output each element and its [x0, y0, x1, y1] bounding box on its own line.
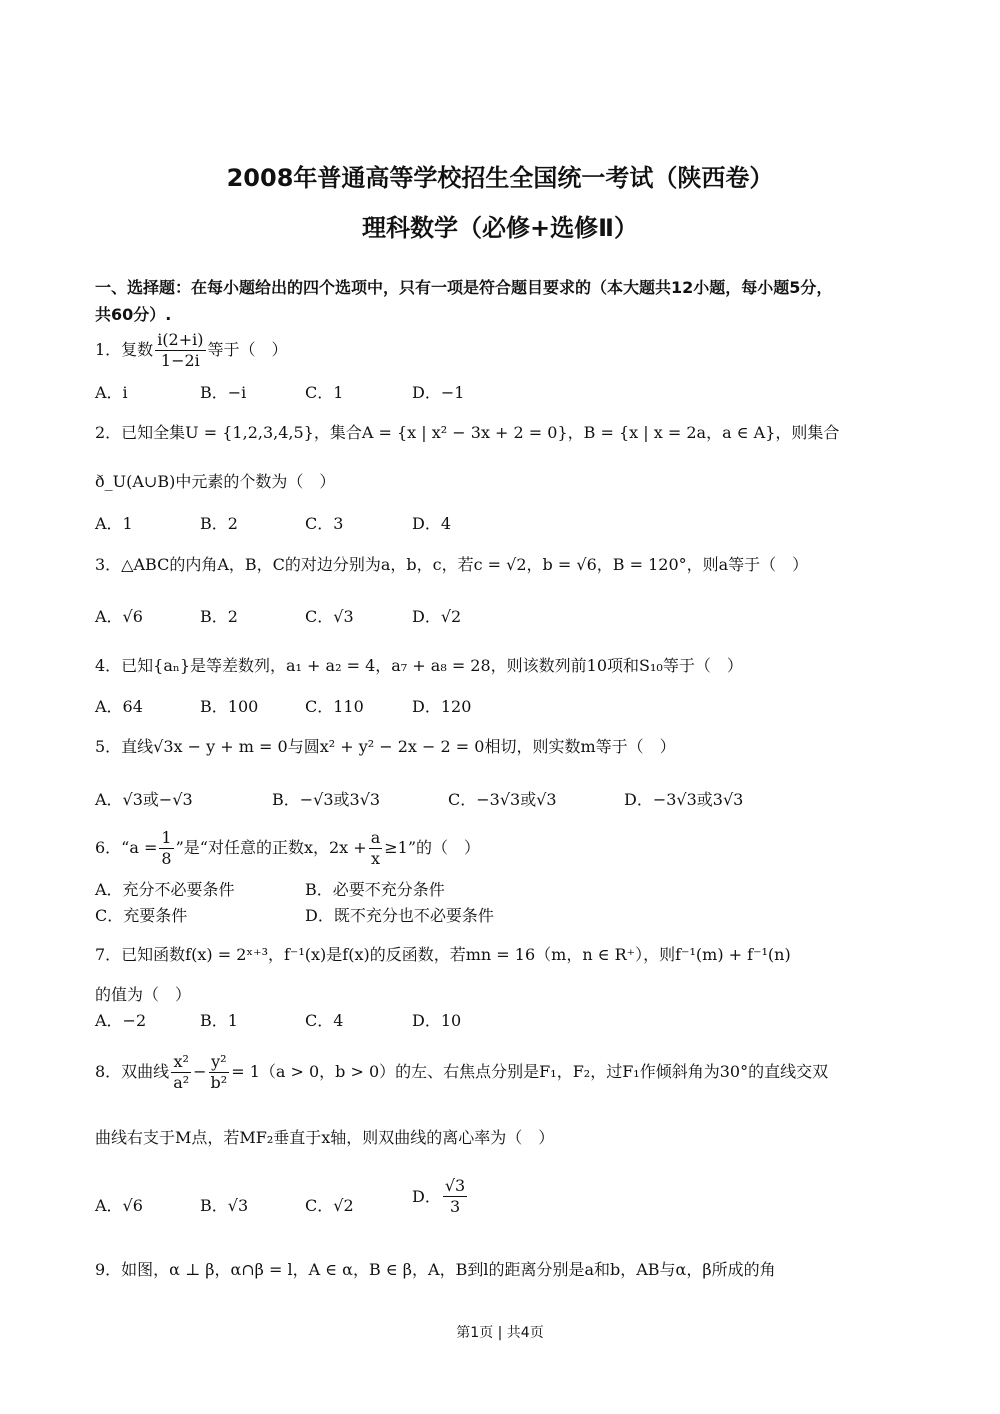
q7-option-a: A．−2 [95, 1011, 147, 1030]
section-heading-line1: 一、选择题：在每小题给出的四个选项中，只有一项是符合题目要求的（本大题共12小题，每小题5分， [95, 278, 833, 297]
page-footer: 第1页 | 共4页 [456, 1325, 544, 1341]
q8-minus: − [193, 1062, 207, 1081]
q8-numerator-1: x² [171, 1052, 191, 1073]
q8-fraction-1 [171, 1052, 191, 1093]
question-3-line1: 3．△ABC的内角A，B，C的对边分别为a，b，c，若c = √2，b = √6，B = 120°，则a等于（ ） [95, 555, 809, 574]
q8-option-d [412, 1176, 469, 1217]
q6-option-a: A．充分不必要条件 [95, 880, 235, 899]
q3-option-a: A．√6 [95, 607, 143, 626]
q8-option-c: C．√2 [305, 1196, 354, 1215]
q6-numerator-2: a [370, 828, 381, 847]
q4-option-b: B．100 [200, 697, 259, 716]
q6-numerator-1: 1 [161, 828, 172, 847]
exam-subtitle: 理科数学（必修+选修Ⅱ） [362, 214, 638, 242]
q3-option-d: D．√2 [412, 607, 462, 626]
q1-numerator: i(2+i) [157, 330, 204, 349]
question-6 [95, 828, 480, 869]
q4-option-a: A．64 [95, 697, 143, 716]
q4-option-c: C．110 [305, 697, 364, 716]
question-8-line2: 曲线右支于M点，若MF₂垂直于x轴，则双曲线的离心率为（ ） [95, 1128, 555, 1147]
q6-option-d: D．既不充分也不必要条件 [305, 906, 494, 925]
q6-mid: ”是“对任意的正数x，2x + [175, 838, 367, 857]
q6-denominator-1: 8 [161, 849, 172, 868]
question-7-line2: 的值为（ ） [95, 985, 192, 1004]
q8-fraction-2 [209, 1052, 230, 1093]
q2-option-a: A．1 [95, 514, 133, 533]
q1-option-a: A．i [95, 383, 128, 402]
q8-option-b: B．√3 [200, 1196, 249, 1215]
q8-numerator-2: y² [209, 1052, 230, 1073]
q5-option-a: A．√3或−√3 [95, 790, 193, 809]
q8-suffix: = 1（a > 0，b > 0）的左、右焦点分别是F₁，F₂，过F₁作倾斜角为30°的直线交双 [231, 1062, 829, 1081]
q8-option-d-fraction [443, 1176, 467, 1217]
q1-suffix: 等于（ ） [207, 340, 288, 359]
q8-denominator-1: a² [173, 1073, 190, 1092]
q6-option-b: B．必要不充分条件 [305, 880, 445, 899]
q8-option-d-prefix: D． [412, 1186, 441, 1206]
q6-denominator-2: x [370, 849, 380, 868]
q6-option-c: C．充要条件 [95, 906, 188, 925]
q6-fraction-1 [159, 828, 173, 869]
q1-option-d: D．−1 [412, 383, 465, 402]
q7-option-c: C．4 [305, 1011, 344, 1030]
q3-option-b: B．2 [200, 607, 238, 626]
q6-suffix: ≥1”的（ ） [384, 838, 481, 857]
q2-option-c: C．3 [305, 514, 344, 533]
question-4-line1: 4．已知{aₙ}是等差数列，a₁ + a₂ = 4，a₇ + a₈ = 28，则该数列前10项和S₁₀等于（ ） [95, 656, 743, 675]
q8-prefix: 8．双曲线 [95, 1062, 170, 1081]
q5-option-d: D．−3√3或3√3 [624, 790, 744, 809]
q8-option-d-denominator: 3 [449, 1197, 461, 1216]
q6-fraction-2 [369, 828, 383, 869]
q2-option-d: D．4 [412, 514, 452, 533]
question-9-line1: 9．如图，α ⊥ β，α∩β = l，A ∈ α，B ∈ β，A，B到l的距离分别是a和b，AB与α，β所成的角 [95, 1260, 776, 1279]
q8-denominator-2: b² [210, 1073, 228, 1092]
q8-option-d-numerator: √3 [444, 1176, 466, 1195]
q1-fraction [155, 330, 205, 371]
q6-prefix: 6．“a = [95, 838, 158, 857]
q3-option-c: C．√3 [305, 607, 354, 626]
exam-title: 2008年普通高等学校招生全国统一考试（陕西卷） [226, 164, 774, 192]
question-1 [95, 330, 288, 371]
q1-denominator: 1−2i [160, 351, 200, 370]
q1-prefix: 1．复数 [95, 340, 154, 359]
q5-option-c: C．−3√3或√3 [448, 790, 557, 809]
q8-option-a: A．√6 [95, 1196, 143, 1215]
q5-option-b: B．−√3或3√3 [272, 790, 381, 809]
question-5-line1: 5．直线√3x − y + m = 0与圆x² + y² − 2x − 2 = 0相切，则实数m等于（ ） [95, 737, 676, 756]
q2-option-b: B．2 [200, 514, 238, 533]
question-2-line2: ð_U(A∪B)中元素的个数为（ ） [95, 472, 336, 491]
q7-option-b: B．1 [200, 1011, 238, 1030]
q7-option-d: D．10 [412, 1011, 462, 1030]
q1-option-c: C．1 [305, 383, 344, 402]
question-2-line1: 2．已知全集U = {1,2,3,4,5}，集合A = {x | x² − 3x + 2 = 0}，B = {x | x = 2a，a ∈ A}，则集合 [95, 423, 840, 442]
q4-option-d: D．120 [412, 697, 472, 716]
question-8 [95, 1052, 828, 1093]
q1-option-b: B．−i [200, 383, 247, 402]
section-heading-line2: 共60分）. [95, 305, 172, 324]
question-7-line1: 7．已知函数f(x) = 2ˣ⁺³，f⁻¹(x)是f(x)的反函数，若mn = 16（m，n ∈ R⁺），则f⁻¹(m) + f⁻¹(n) [95, 945, 791, 964]
